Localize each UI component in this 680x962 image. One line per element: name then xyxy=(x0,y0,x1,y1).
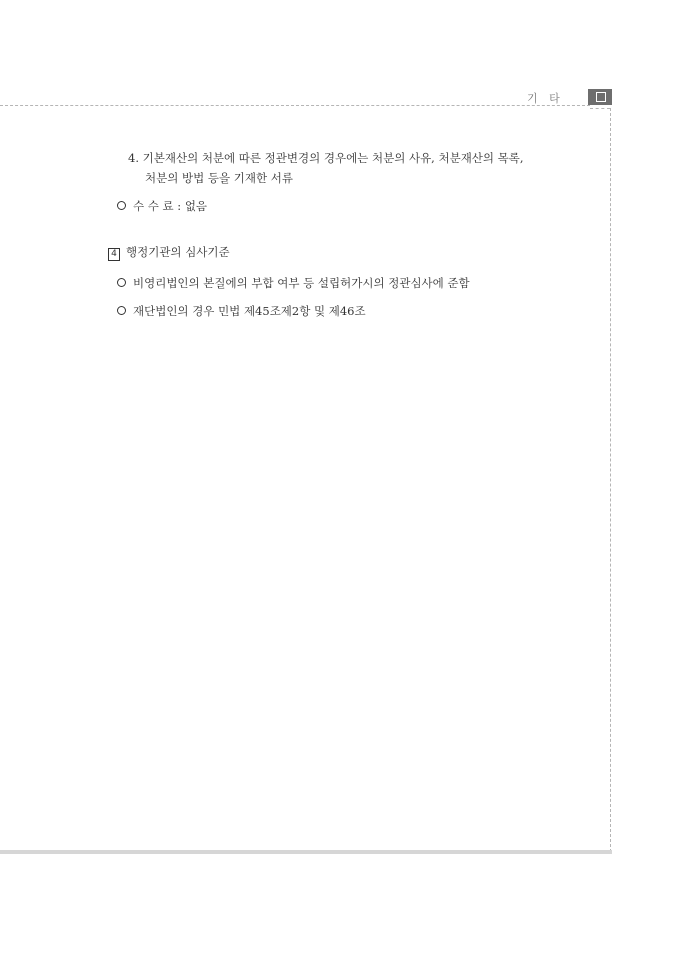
criteria-item xyxy=(117,275,470,291)
section4-heading xyxy=(108,244,230,261)
page-bottom-bar xyxy=(0,850,612,854)
bullet-circle-icon xyxy=(117,201,126,210)
section-marker-box xyxy=(588,89,612,105)
bullet-circle-icon xyxy=(117,306,126,315)
section4-title: 행정기관의 심사기준 xyxy=(126,245,230,259)
section-label: 기 타 xyxy=(527,92,564,105)
fee-line xyxy=(117,198,207,214)
header-dotted-rule-right xyxy=(590,108,610,109)
section-marker-square-icon xyxy=(596,92,606,102)
header-dotted-rule xyxy=(0,105,590,106)
fee-text: 수 수 료 : 없음 xyxy=(133,199,208,213)
section-number-box: 4 xyxy=(108,248,120,261)
criteria-item-text: 비영리법인의 본질에의 부합 여부 등 설립허가시의 정관심사에 준함 xyxy=(133,276,470,290)
item4-line2: 처분의 방법 등을 기재한 서류 xyxy=(145,171,293,185)
criteria-item-text: 재단법인의 경우 민법 제45조제2항 및 제46조 xyxy=(133,304,366,318)
criteria-item xyxy=(117,303,366,319)
page-right-dotted-border xyxy=(610,108,611,852)
bullet-circle-icon xyxy=(117,278,126,287)
item4-line1: 4. 기본재산의 처분에 따른 정관변경의 경우에는 처분의 사유, 처분재산의 목록, xyxy=(128,151,524,165)
